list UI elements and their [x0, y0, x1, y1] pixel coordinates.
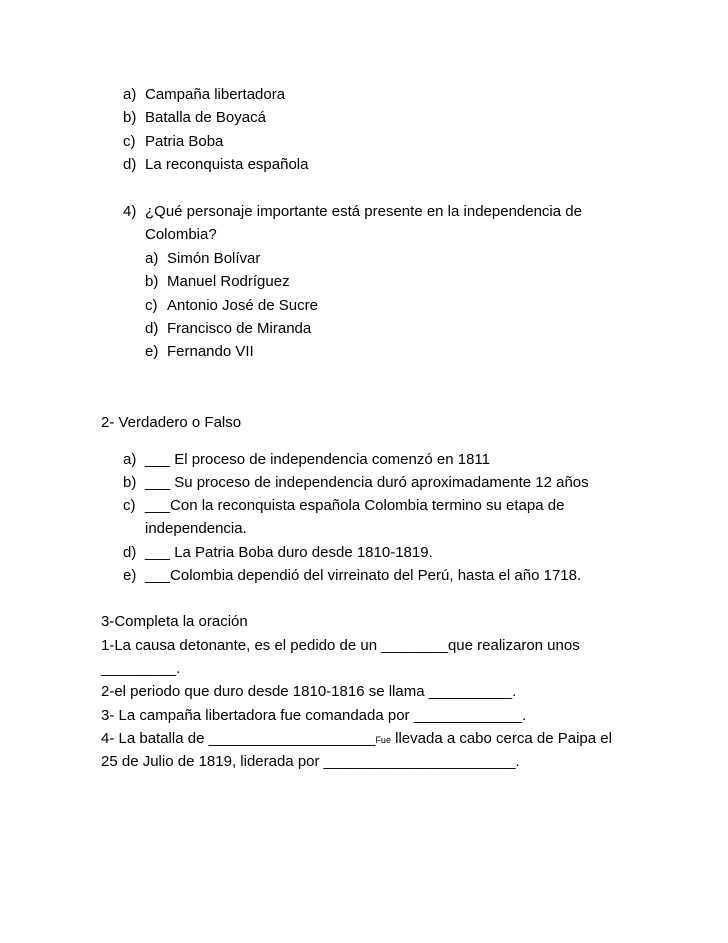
list-item-text: Patria Boba — [145, 133, 224, 150]
list-item — [123, 108, 266, 128]
sentence-3: 3- La campaña libertadora fue comandada por _____________. — [101, 707, 527, 724]
question-4-continuation: Colombia? — [145, 226, 217, 243]
item-text: ___ El proceso de independencia comenzó en 1811 — [145, 451, 490, 468]
list-item — [123, 85, 285, 105]
question-marker: 4) — [123, 203, 137, 220]
true-false-item — [123, 543, 433, 563]
question-4 — [123, 202, 582, 222]
option-item — [145, 249, 260, 269]
list-marker: a) — [123, 86, 137, 103]
list-marker: b) — [123, 109, 137, 126]
option-text: Antonio José de Sucre — [167, 297, 318, 314]
sentence-4-start: 4- La batalla de ____________________ — [101, 730, 376, 747]
option-marker: d) — [145, 320, 159, 337]
sentence-1: 1-La causa detonante, es el pedido de un ________que realizaron unos — [101, 637, 580, 654]
list-item — [123, 155, 308, 175]
item-text: ___Colombia dependió del virreinato del Perú, hasta el año 1718. — [145, 567, 582, 584]
sentence-4-continuation: 25 de Julio de 1819, liderada por _______________________. — [101, 753, 520, 770]
option-text: Fernando VII — [167, 343, 254, 360]
true-false-item — [123, 473, 589, 493]
true-false-item — [123, 566, 581, 586]
section-3-title: 3-Completa la oración — [101, 613, 248, 630]
option-item — [145, 342, 254, 362]
option-marker: e) — [145, 343, 159, 360]
section-2-title: 2- Verdadero o Falso — [101, 414, 242, 431]
list-marker: d) — [123, 156, 137, 173]
item-text: ___ La Patria Boba duro desde 1810-1819. — [145, 544, 433, 561]
true-false-item — [123, 450, 490, 470]
item-marker: d) — [123, 544, 137, 561]
true-false-item-continuation: independencia. — [145, 520, 247, 537]
item-marker: b) — [123, 474, 137, 491]
option-item — [145, 272, 290, 292]
item-text: ___ Su proceso de independencia duró aproximadamente 12 años — [145, 474, 589, 491]
item-marker: a) — [123, 451, 137, 468]
option-marker: c) — [145, 297, 158, 314]
option-item — [145, 296, 318, 316]
sentence-2: 2-el periodo que duro desde 1810-1816 se llama __________. — [101, 683, 517, 700]
list-item-text: La reconquista española — [145, 156, 309, 173]
item-marker: c) — [123, 497, 136, 514]
list-marker: c) — [123, 133, 136, 150]
list-item — [123, 132, 223, 152]
true-false-item — [123, 496, 564, 516]
list-item-text: Batalla de Boyacá — [145, 109, 266, 126]
item-text: ___Con la reconquista española Colombia termino su etapa de — [145, 497, 565, 514]
option-text: Simón Bolívar — [167, 250, 261, 267]
sentence-1-continuation: _________. — [101, 660, 181, 677]
sentence-4-end: llevada a cabo cerca de Paipa el — [390, 730, 612, 747]
sentence-4 — [101, 729, 612, 750]
sentence-4-small-word: Fue — [375, 735, 391, 745]
option-marker: b) — [145, 273, 159, 290]
item-marker: e) — [123, 567, 137, 584]
option-text: Manuel Rodríguez — [167, 273, 290, 290]
option-item — [145, 319, 311, 339]
question-text: ¿Qué personaje importante está presente en la independencia de — [145, 203, 582, 220]
list-item-text: Campaña libertadora — [145, 86, 286, 103]
option-text: Francisco de Miranda — [167, 320, 312, 337]
option-marker: a) — [145, 250, 159, 267]
